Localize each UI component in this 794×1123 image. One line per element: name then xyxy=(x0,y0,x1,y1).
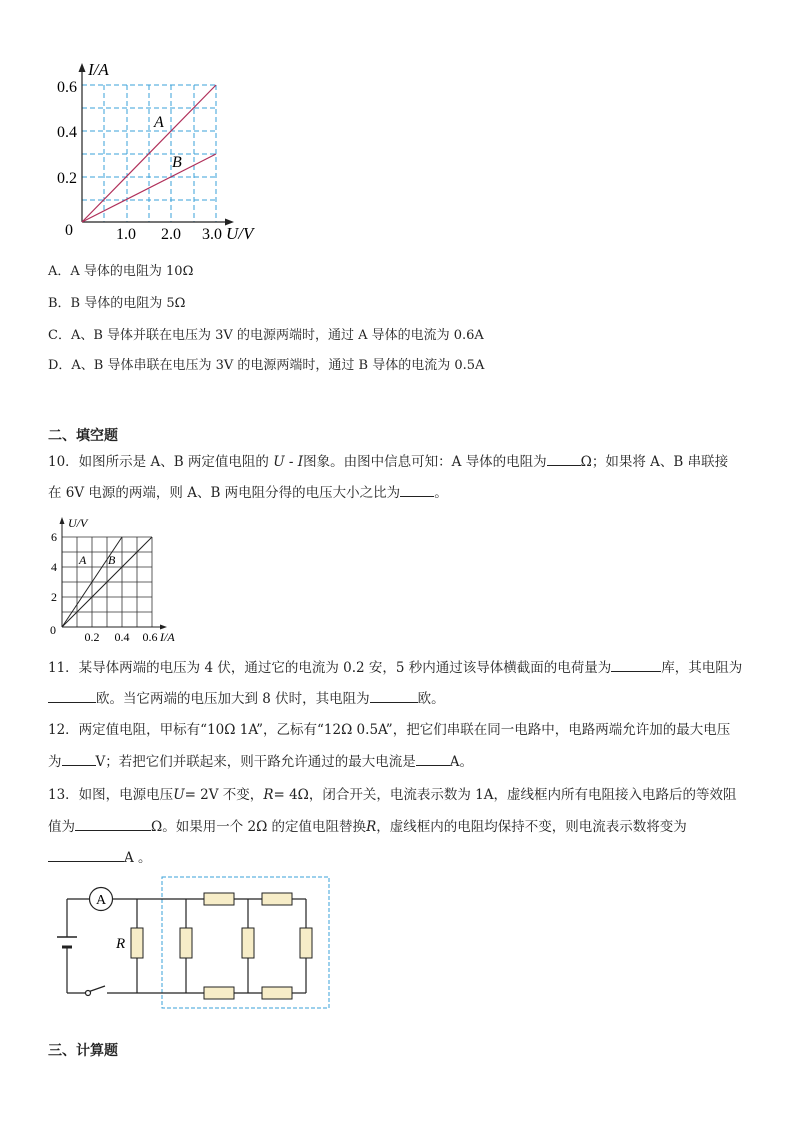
q10-text: 在 6V 电源的两端，则 A、B 两电阻分得的电压大小之比为 xyxy=(48,485,401,501)
question-11-line-2 xyxy=(48,690,445,707)
chart2-line-b-label: B xyxy=(108,553,116,567)
q12-text: 为 xyxy=(48,754,62,770)
q12-blank-2[interactable] xyxy=(416,753,450,766)
question-13-line-2 xyxy=(48,818,687,835)
q10-text: 。 xyxy=(434,485,448,501)
iu-chart xyxy=(48,55,278,250)
option-c: C．A、B 导体并联在电压为 3V 的电源两端时，通过 A 导体的电流为 0.6A xyxy=(48,328,484,343)
question-13-line-1 xyxy=(48,787,737,803)
q13-text: Ω。如果用一个 2Ω 的定值电阻替换 xyxy=(151,819,367,835)
resistor-box-left xyxy=(180,928,192,958)
q13-blank-1[interactable] xyxy=(75,818,151,831)
q12-text: A。 xyxy=(449,754,473,770)
question-12-line-1 xyxy=(48,722,730,738)
q11-blank-1[interactable] xyxy=(611,659,661,672)
resistor-top-right xyxy=(262,893,292,905)
section-title-calculation: 三、计算题 xyxy=(48,1043,118,1059)
q13-blank-2[interactable] xyxy=(48,849,124,862)
section-title-fill-blank: 二、填空题 xyxy=(48,428,118,444)
chart2-origin: 0 xyxy=(50,623,56,637)
q11-text: 欧。 xyxy=(417,691,445,707)
question-13-line-3 xyxy=(48,849,152,866)
chart1-line-a-label: A xyxy=(154,114,164,131)
chart2-x-tick: 0.4 xyxy=(114,630,130,644)
q11-text: 库，其电阻为 xyxy=(661,660,743,676)
question-10-line-1 xyxy=(48,453,728,470)
resistor-box-right xyxy=(300,928,312,958)
q13-text: ，虚线框内的电阻均保持不变，则电流表示数将变为 xyxy=(376,819,687,835)
chart2-line-a-label: A xyxy=(79,553,87,567)
chart1-x-tick: 1.0 xyxy=(116,226,136,243)
q11-blank-2[interactable] xyxy=(48,690,96,703)
q13-symbol-r: R xyxy=(263,787,274,803)
q13-text: = 2V 不变， xyxy=(184,787,264,803)
option-a: A．A 导体的电阻为 10Ω xyxy=(48,264,194,279)
chart2-x-tick: 0.2 xyxy=(84,630,100,644)
q13-text: 13．如图，电源电压 xyxy=(48,787,174,803)
question-11-line-1 xyxy=(48,659,742,676)
resistor-bottom-left xyxy=(204,987,234,999)
resistor-r-label: R xyxy=(116,936,126,952)
chart1-x-label: U/V xyxy=(226,224,254,243)
ammeter-label: A xyxy=(95,893,107,908)
chart1-line-b xyxy=(82,154,216,222)
chart2-x-tick: 0.6 xyxy=(142,630,158,644)
q13-text: = 4Ω，闭合开关，电流表示数为 1A，虚线框内所有电阻接入电路后的等效阻 xyxy=(273,787,737,803)
chart2-y-tick: 2 xyxy=(51,590,57,604)
q10-text: Ω；如果将 A、B 串联接 xyxy=(580,454,729,470)
q10-text: 10．如图所示是 A、B 两定值电阻的 xyxy=(48,454,269,470)
chart2-x-label: I/A xyxy=(160,630,175,644)
chart2-y-tick: 4 xyxy=(51,560,57,574)
q10-ui-symbol: U - I xyxy=(273,454,304,470)
chart1-x-tick: 2.0 xyxy=(161,226,181,243)
chart1-y-arrow xyxy=(79,63,86,72)
ammeter-icon xyxy=(90,888,113,911)
q13-text: 值为 xyxy=(48,819,75,835)
q10-blank-1[interactable] xyxy=(547,453,581,466)
resistor-r xyxy=(131,928,143,958)
chart2-y-label: U/V xyxy=(68,516,88,530)
chart1-y-label: I/A xyxy=(88,60,109,79)
q10-blank-2[interactable] xyxy=(400,484,434,497)
resistor-bottom-right xyxy=(262,987,292,999)
q11-text: 欧。当它两端的电压加大到 8 伏时，其电阻为 xyxy=(96,691,370,707)
chart2-x-arrow xyxy=(160,625,167,630)
switch-icon[interactable] xyxy=(85,986,105,996)
q12-text: 12．两定值电阻，甲标有“10Ω 1A”，乙标有“12Ω 0.5A”，把它们串联在同一电路中，电路两端允许加的最大电压 xyxy=(48,722,731,738)
q12-text: V；若把它们并联起来，则干路允许通过的最大电流是 xyxy=(95,754,416,770)
option-b: B．B 导体的电阻为 5Ω xyxy=(48,296,186,311)
chart1-origin: 0 xyxy=(65,222,73,239)
q13-text: A 。 xyxy=(124,850,152,866)
q13-symbol-r: R xyxy=(366,819,377,835)
resistor-box-middle xyxy=(242,928,254,958)
ui-chart xyxy=(44,512,194,647)
question-10-line-2 xyxy=(48,484,448,501)
q12-blank-1[interactable] xyxy=(62,753,96,766)
chart1-y-tick: 0.6 xyxy=(57,79,77,96)
circuit-diagram xyxy=(55,872,340,1014)
option-d: D．A、B 导体串联在电压为 3V 的电源两端时，通过 B 导体的电流为 0.5A xyxy=(48,358,485,373)
chart2-y-tick: 6 xyxy=(51,530,57,544)
chart1-x-tick: 3.0 xyxy=(202,226,222,243)
q11-text: 11．某导体两端的电压为 4 伏，通过它的电流为 0.2 安，5 秒内通过该导体横截面的电荷量为 xyxy=(48,660,612,676)
q10-text: 图象。由图中信息可知：A 导体的电阻为 xyxy=(303,454,547,470)
question-12-line-2 xyxy=(48,753,473,770)
chart1-y-tick: 0.2 xyxy=(57,170,77,187)
battery-icon xyxy=(57,937,77,947)
q13-symbol-u: U xyxy=(173,787,185,803)
chart1-y-tick: 0.4 xyxy=(57,124,77,141)
q11-blank-3[interactable] xyxy=(370,690,418,703)
resistor-top-left xyxy=(204,893,234,905)
chart1-line-b-label: B xyxy=(172,154,182,171)
chart2-y-arrow xyxy=(60,517,65,524)
